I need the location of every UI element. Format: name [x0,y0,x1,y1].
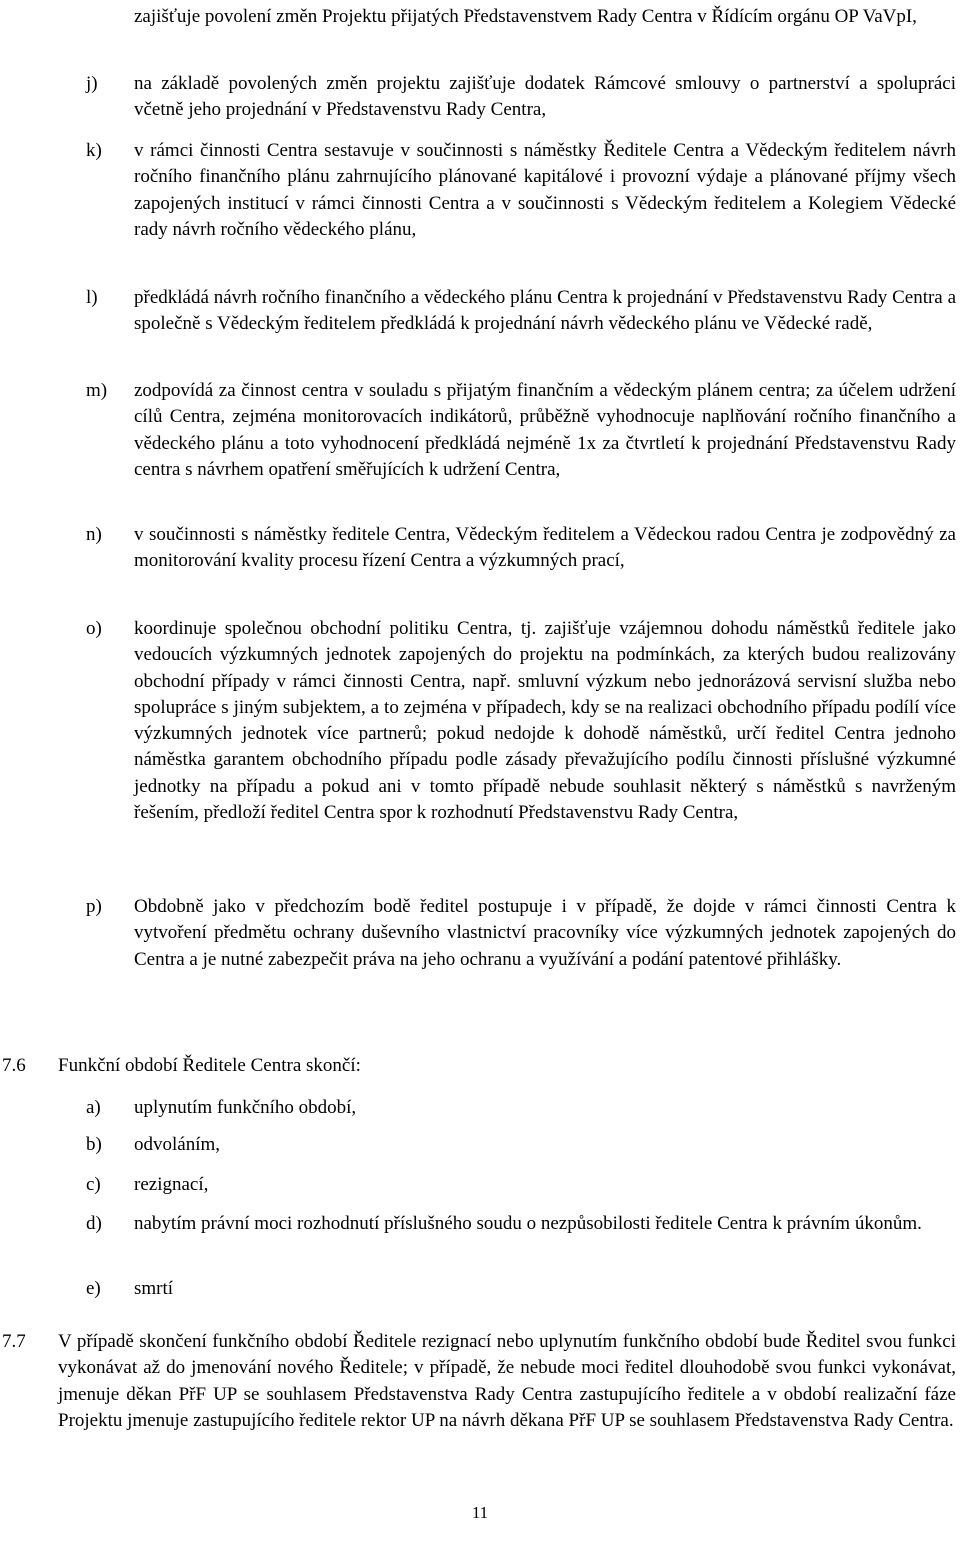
item-letter: a) [86,1097,101,1118]
item-letter: p) [86,896,102,917]
item-text: koordinuje společnou obchodní politiku Centra, tj. zajišťuje vzájemnou dohodu náměstků ředitele jako vedoucích výzkumných jednotek zapojených do projektu na podmínkách, za kterých budou realizovány obchodní případy v rámci činnosti Centra, např. smluvní výzkum nebo jednorázová servisní služba nebo spolupráce s jiným subjektem, a to zejména v případech, kdy se na realizaci obchodního případu podílí více výzkumných jednotek více partnerů; pokud nedojde k dohodě náměstků, určí ředitel Centra jednoho náměstka garantem obchodního případu podle zásady převažujícího podílu činnosti příslušné výzkumné jednotky na případu a pokud ani v tomto případě nebude souhlasit některý s náměstků s navrženým řešením, předloží ředitel Centra spor k rozhodnutí Představenstvu Rady Centra, [134,618,956,824]
item-text: Obdobně jako v předchozím bodě ředitel postupuje i v případě, že dojde v rámci činnosti Centra k vytvoření předmětu ochrany duševního vlastnictví pracovníky více výzkumných jednotek zapojených do Centra a je nutné zabezpečit práva na jeho ochranu a využívání a podání patentové přihlášky. [134,896,956,970]
item-text: smrtí [134,1278,174,1299]
item-letter: l) [86,287,98,308]
item-text: zodpovídá za činnost centra v souladu s přijatým finančním a vědeckým plánem centra; za účelem udržení cílů Centra, zejména monitorovacích indikátorů, průběžně vyhodnocuje naplňování ročního finančního a vědeckého plánu a toto vyhodnocení předkládá nejméně 1x za čtvrtletí k projednání Představenstvu Rady centra s návrhem opatření směřujících k udržení Centra, [134,380,956,480]
item-text: odvoláním, [134,1134,221,1155]
item-letter: k) [86,140,102,161]
item-letter: d) [86,1213,102,1234]
page-number: 11 [471,1503,489,1522]
item-letter: o) [86,618,102,639]
item-letter: n) [86,524,102,545]
item-letter: c) [86,1174,101,1195]
item-text: zajišťuje povolení změn Projektu přijatých Představenstvem Rady Centra v Řídícím orgánu OP VaVpI, [134,6,917,27]
item-text: rezignací, [134,1174,209,1195]
item-text: nabytím právní moci rozhodnutí příslušného soudu o nezpůsobilosti ředitele Centra k právním úkonům. [134,1213,922,1234]
section-paragraph: V případě skončení funkčního období Ředitele rezignací nebo uplynutím funkčního období bude Ředitel svou funkci vykonávat až do jmenování nového Ředitele; v případě, že nebude moci ředitel dlouhodobě svou funkci vykonávat, jmenuje děkan PřF UP se souhlasem Představenstva Rady Centra zastupujícího ředitele a v období realizační fáze Projektu jmenuje zastupujícího ředitele rektor UP na návrh děkana PřF UP se souhlasem Představenstva Rady Centra. [58,1331,956,1431]
item-text: v součinnosti s náměstky ředitele Centra, Vědeckým ředitelem a Vědeckou radou Centra je zodpovědný za monitorování kvality procesu řízení Centra a výzkumných prací, [134,524,956,572]
item-letter: j) [86,73,98,94]
section-number: 7.7 [2,1331,26,1352]
item-letter: b) [86,1134,102,1155]
item-text: v rámci činnosti Centra sestavuje v součinnosti s náměstky Ředitele Centra a Vědeckým ředitelem návrh ročního finančního plánu zahrnujícího plánované kapitálové i provozní výdaje a plánované příjmy všech zapojených institucí v rámci činnosti Centra a v součinnosti s Vědeckým ředitelem a Kolegiem Vědecké rady návrh ročního vědeckého plánu, [134,140,956,240]
item-letter: e) [86,1278,101,1299]
section-heading: Funkční období Ředitele Centra skončí: [58,1055,361,1076]
item-text: na základě povolených změn projektu zajišťuje dodatek Rámcové smlouvy o partnerství a spolupráci včetně jeho projednání v Představenstvu Rady Centra, [134,73,956,121]
item-text: předkládá návrh ročního finančního a vědeckého plánu Centra k projednání v Představenstvu Rady Centra a společně s Vědeckým ředitelem předkládá k projednání návrh vědeckého plánu ve Vědecké radě, [134,287,956,335]
item-letter: m) [86,380,108,401]
section-number: 7.6 [2,1055,26,1076]
item-text: uplynutím funkčního období, [134,1097,357,1118]
